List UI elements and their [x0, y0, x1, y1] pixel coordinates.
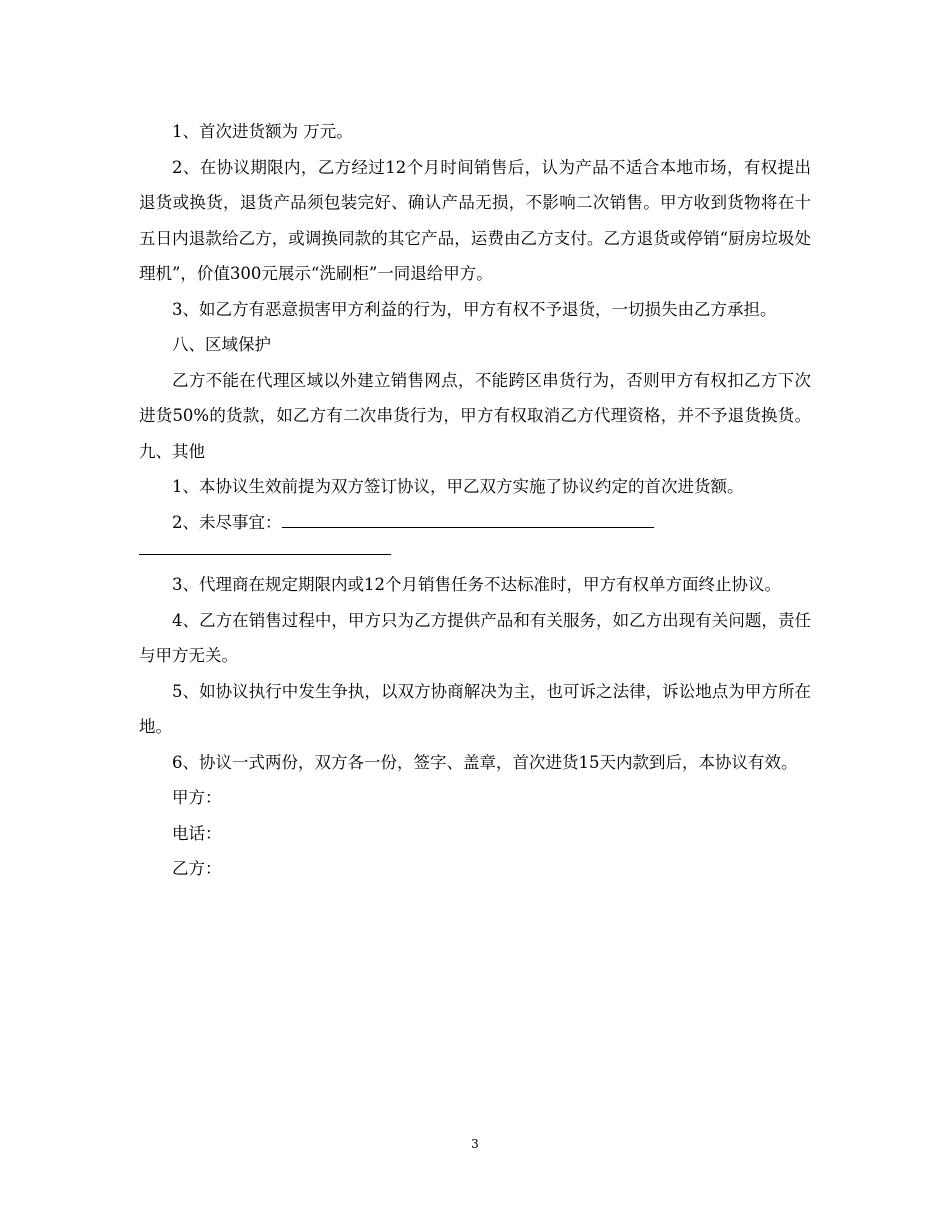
section-heading-region-protection: 八、区域保护 [172, 335, 271, 354]
clause-termination: 3、代理商在规定期限内或12个月销售任务不达标准时，甲方有权单方面终止协议。 [172, 575, 781, 594]
clause-dispute: 5、如协议执行中发生争执，以双方协商解决为主，也可诉之法律，诉讼地点为甲方所在地。 [139, 681, 811, 736]
signature-party-a: 甲方： [172, 788, 222, 807]
fill-in-blank-line [282, 509, 654, 528]
fill-in-blank-line-continued [139, 554, 391, 555]
clause-first-order-amount: 1、首次进货额为 万元。 [172, 122, 353, 141]
clause-return-exchange: 2、在协议期限内，乙方经过12个月时间销售后，认为产品不适合本地市场，有权提出退货或换货，退货产品须包装完好、确认产品无损，不影响二次销售。甲方收到货物将在十五日内退款给乙方，或调换同款的其它产品，运费由乙方支付。乙方退货或停销“厨房垃圾处理机”，价值300元展示“洗刷柜”一同退给甲方。 [139, 157, 811, 283]
page-number: 3 [471, 1137, 479, 1151]
clause-liability: 4、乙方在销售过程中，甲方只为乙方提供产品和有关服务，如乙方出现有关问题，责任与甲方无关。 [139, 610, 811, 665]
clause-region-protection: 乙方不能在代理区域以外建立销售网点，不能跨区串货行为，否则甲方有权扣乙方下次进货50%的货款，如乙方有二次串货行为，甲方有权取消乙方代理资格，并不予退货换货。 九、其他 [139, 370, 811, 461]
clause-malicious-damage: 3、如乙方有恶意损害甲方利益的行为，甲方有权不予退货，一切损失由乙方承担。 [172, 299, 777, 319]
signature-party-b: 乙方： [172, 859, 222, 878]
pending-matters-label: 2、未尽事宜： [172, 512, 282, 532]
clause-pending-matters [139, 505, 811, 541]
clause-copies: 6、协议一式两份，双方各一份，签字、盖章，首次进货15天内款到后，本协议有效。 [172, 752, 798, 772]
clause-effective-condition: 1、本协议生效前提为双方签订协议，甲乙双方实施了协议约定的首次进货额。 [172, 477, 744, 496]
signature-phone: 电话： [172, 823, 222, 843]
document-body [139, 114, 811, 887]
